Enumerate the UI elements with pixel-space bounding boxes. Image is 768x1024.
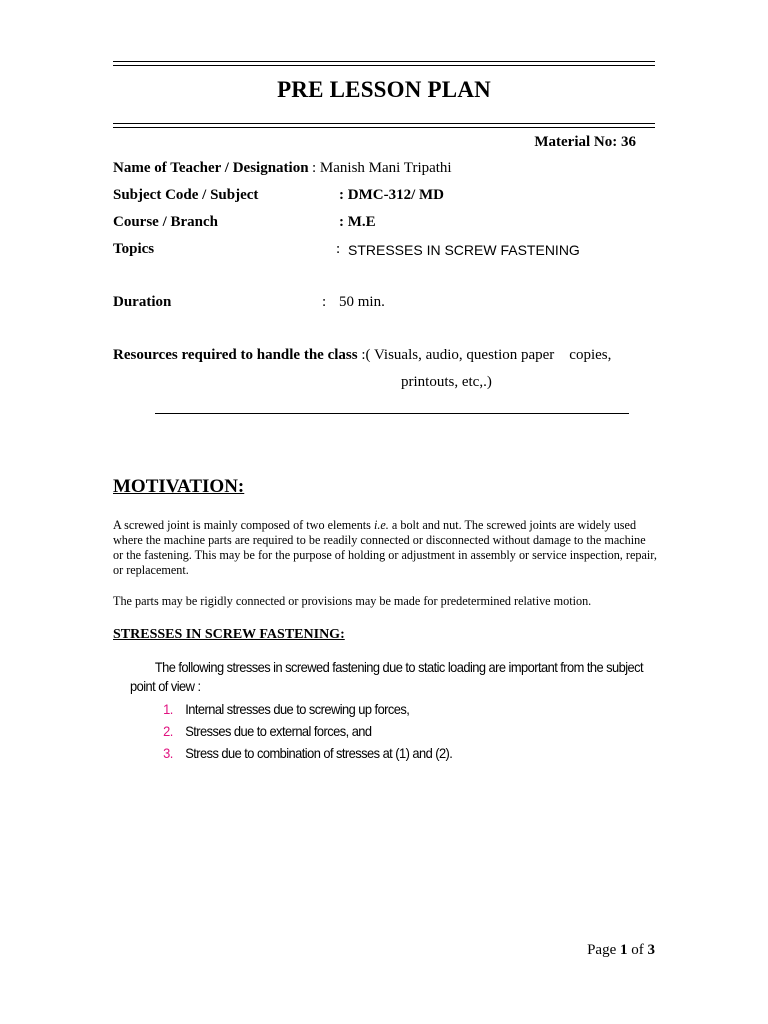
- duration-value: 50 min.: [339, 294, 385, 310]
- resources-value: :( Visuals, audio, question paper copies,: [361, 347, 612, 363]
- resources-value-continued: printouts, etc,.): [401, 374, 492, 390]
- motivation-paragraph-1: [113, 518, 658, 578]
- list-item-number: 2.: [163, 723, 173, 739]
- stresses-intro: [130, 658, 644, 696]
- duration-label: Duration: [113, 294, 172, 310]
- teacher-label: Name of Teacher / Designation: [113, 160, 309, 176]
- of-word: of: [627, 942, 648, 958]
- list-item-text: Stresses due to external forces, and: [185, 723, 372, 739]
- stresses-figure: [130, 658, 660, 764]
- resources-row: [113, 347, 611, 364]
- stresses-heading: STRESSES IN SCREW FASTENING:: [113, 627, 345, 642]
- list-item: [130, 742, 618, 764]
- teacher-value: : Manish Mani Tripathi: [312, 160, 452, 176]
- list-item-number: 3.: [163, 745, 173, 761]
- page-number: [587, 942, 655, 959]
- topics-label: Topics: [113, 241, 155, 257]
- para1-part-b: a bolt and nut. The screwed joints are widely used where the machine parts are required to be readily connected or disconnected without damage to the machine or the fastening. This may be for the purpose of holding or adjustment in assembly or service inspection, repair, or replacement.: [113, 518, 657, 577]
- motivation-heading: MOTIVATION:: [113, 476, 245, 497]
- course-label: Course / Branch: [113, 214, 218, 230]
- resources-label: Resources required to handle the class: [113, 347, 358, 363]
- subject-value: : DMC-312/ MD: [339, 187, 444, 203]
- current-page: 1: [620, 942, 628, 958]
- section-divider: [155, 413, 629, 414]
- page-title: PRE LESSON PLAN: [277, 77, 491, 102]
- list-item: [130, 720, 618, 742]
- motivation-paragraph-2: The parts may be rigidly connected or provisions may be made for predetermined relative motion.: [113, 594, 592, 608]
- material-number: Material No: 36: [534, 134, 636, 150]
- para1-ie: i.e.: [373, 518, 389, 532]
- duration-colon: :: [322, 294, 327, 310]
- subject-label: Subject Code / Subject: [113, 187, 259, 203]
- title-bottom-double-rule: [113, 123, 655, 128]
- para1-part-a: A screwed joint is mainly composed of two elements: [113, 518, 374, 532]
- list-item: [130, 698, 618, 720]
- page-word: Page: [587, 942, 620, 958]
- stresses-intro-line-2: point of view :: [130, 678, 201, 694]
- course-value: : M.E: [339, 214, 376, 230]
- total-pages: 3: [647, 942, 655, 958]
- top-double-rule: [113, 61, 655, 66]
- topics-value: STRESSES IN SCREW FASTENING: [348, 242, 580, 258]
- list-item-text: Internal stresses due to screwing up forces,: [185, 701, 410, 717]
- topics-colon: :: [336, 241, 341, 257]
- list-item-number: 1.: [163, 701, 173, 717]
- stresses-intro-line-1: The following stresses in screwed fastening due to static loading are important from the subject: [154, 659, 644, 675]
- list-item-text: Stress due to combination of stresses at (1) and (2).: [185, 745, 453, 761]
